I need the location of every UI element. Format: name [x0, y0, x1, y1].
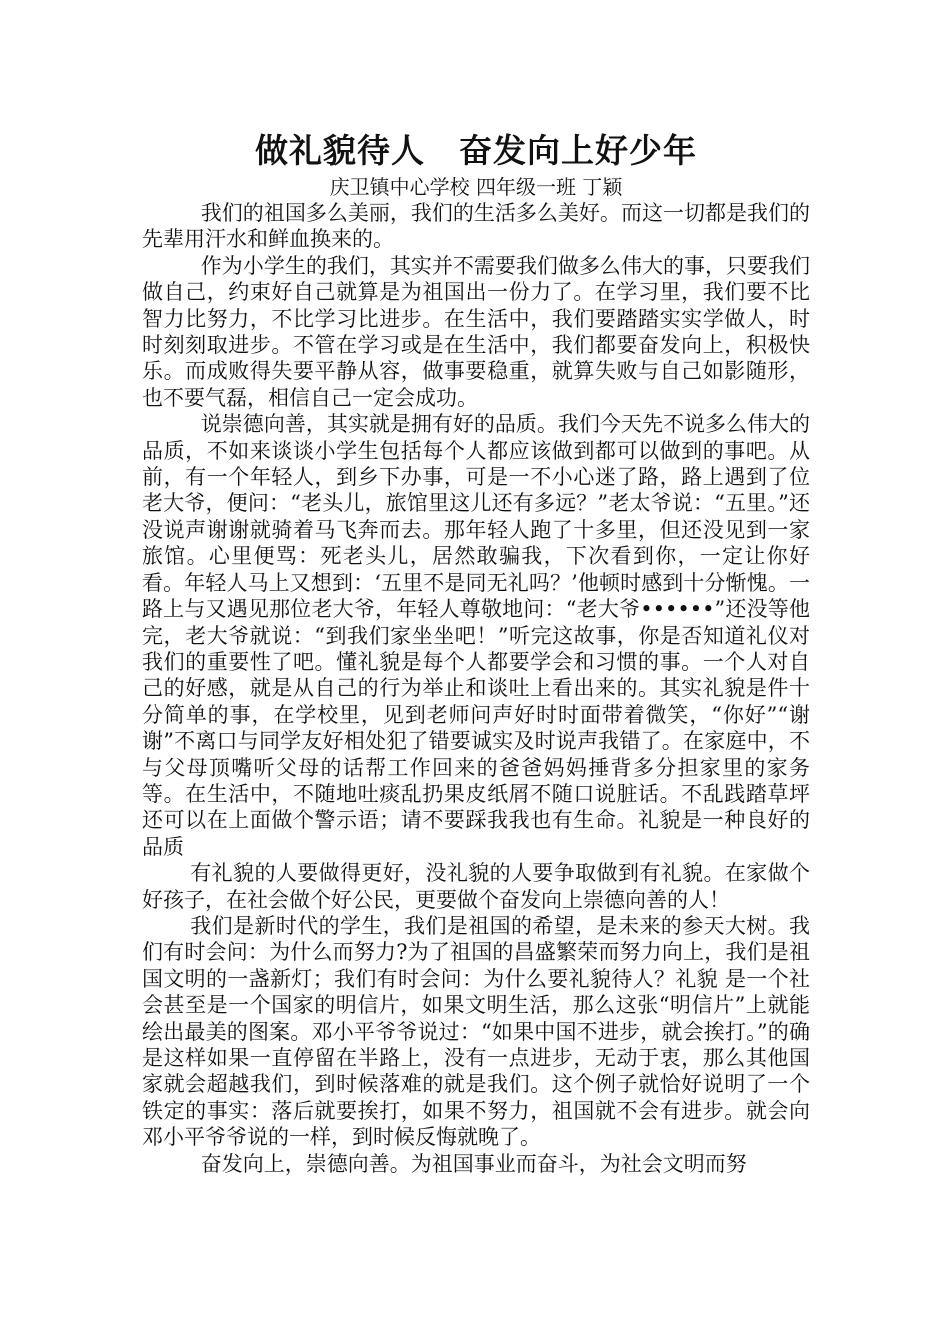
author-byline: 庆卫镇中心学校 四年级一班 丁颖 [329, 175, 623, 199]
paragraph-6: 奋发向上，崇德向善。为祖国事业而奋斗，为社会文明而努 [200, 1151, 747, 1176]
paragraph-2: 作为小学生的我们，其实并不需要我们做多么伟大的事，只要我们做自己，约束好自己就算是为祖国出一份力了。在学习里，我们要不比智力比努力，不比学习比进步。在生活中，我们要踏踏实实学做人，时时刻刻取进步。不管在学习或是在生活中，我们都要奋发向上，积极快乐。而成败得失要平静从容，做事要稳重，就算失败与自己如影随形，也不要气磊，相信自己一定会成功。 [142, 253, 810, 410]
paragraph-1: 我们的祖国多么美丽，我们的生活多么美好。而这一切都是我们的先辈用汗水和鲜血换来的。 [142, 201, 810, 252]
paragraph-3: 说崇德向善，其实就是拥有好的品质。我们今天先不说多么伟大的品质，不如来谈谈小学生包括每个人都应该做到都可以做到的事吧。从前，有一个年轻人，到乡下办事，可是一不小心迷了路，路上遇到了位老大爷，便问：“老头儿，旅馆里这儿还有多远？”老太爷说：“五里。”还没说声谢谢就骑着马飞奔而去。那年轻人跑了十多里，但还没见到一家旅馆。心里便骂：死老头儿，居然敢骗我，下次看到你，一定让你好看。年轻人马上又想到：‘五里不是同无礼吗？’他顿时感到十分惭愧。一路上与又遇见那位老大爷，年轻人尊敬地问：“老大爷••••••”还没等他完，老大爷就说：“到我们家坐坐吧！”听完这故事，你是否知道礼仪对我们的重要性了吧。懂礼貌是每个人都要学会和习惯的事。一个人对自己的好感，就是从自己的行为举止和谈吐上看出来的。其实礼貌是件十分简单的事，在学校里，见到老师问声好时时面带着微笑，“你好”“谢谢”不离口与同学友好相处犯了错要诚实及时说声我错了。在家庭中，不与父母顶嘴听父母的话帮工作回来的爸爸妈妈捶背多分担家里的家务等。在生活中，不随地吐痰乱扔果皮纸屑不随口说脏话。不乱践踏草坪还可以在上面做个警示语；请不要踩我我也有生命。礼貌是一种良好的品质 [142, 412, 810, 859]
essay-title: 做礼貌待人 奋发向上好少年 [255, 131, 697, 170]
paragraph-5: 我们是新时代的学生，我们是祖国的希望，是未来的参天大树。我们有时会问：为什么而努力?为了祖国的昌盛繁荣而努力向上，我们是祖国文明的一盏新灯；我们有时会问：为什么要礼貌待人？礼貌 是一个社会甚至是一个国家的明信片，如果文明生活，那么这张“明信片”上就能绘出最美的图案。邓小平爷爷说过：“如果中国不进步，就会挨打。”的确是这样如果一直停留在半路上，没有一点进步，无动于衷，那么其他国家就会超越我们，到时候落难的就是我们。这个例子就恰好说明了一个铁定的事实：落后就要挨打，如果不努力，祖国就不会有进步。就会向邓小平爷爷说的一样，到时候反悔就晚了。 [142, 913, 810, 1150]
paragraph-4: 有礼貌的人要做得更好，没礼貌的人要争取做到有礼貌。在家做个好孩子，在社会做个好公民，更要做个奋发向上崇德向善的人！ [142, 861, 810, 912]
essay-page [142, 128, 810, 1177]
